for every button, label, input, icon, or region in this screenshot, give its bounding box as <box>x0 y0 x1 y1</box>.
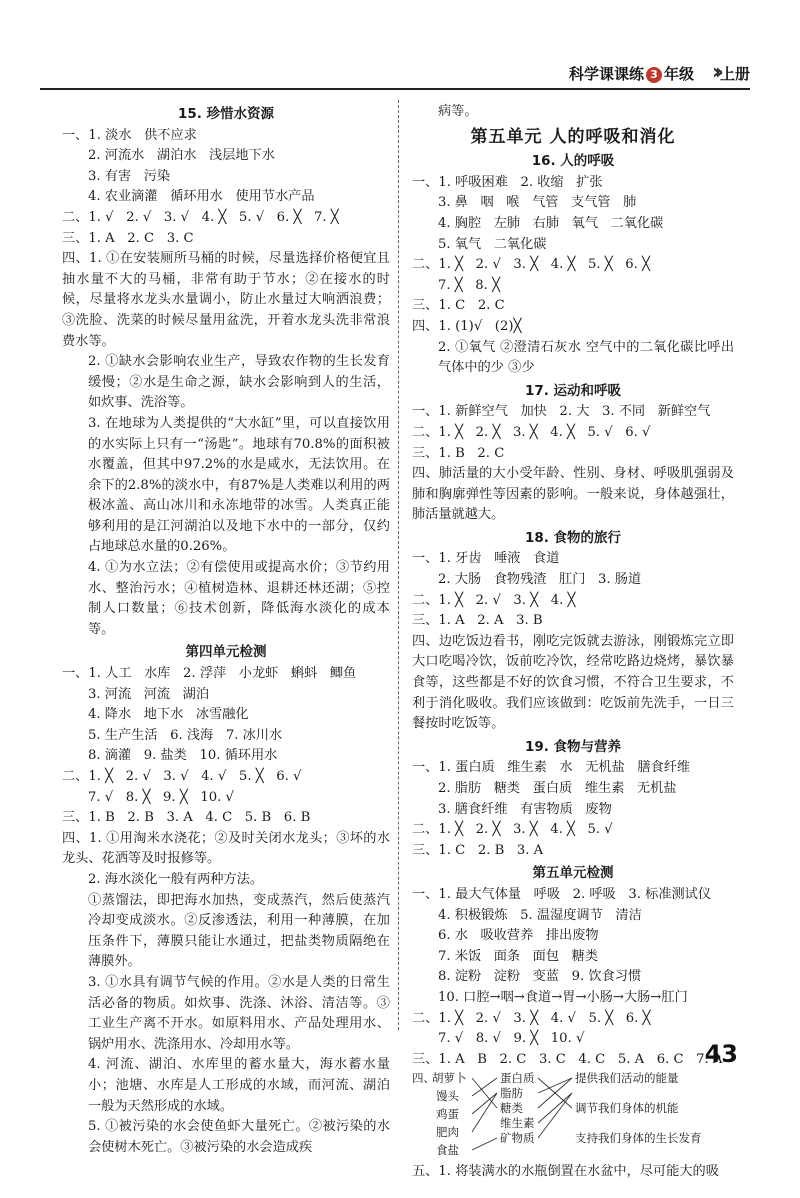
answer-paragraph: 3. ①水具有调节气候的作用。②水是人类的日常生活必备的物质。如炊事、洗涤、沐浴、清洁等。③工业生产离不开水。如原料用水、产品处理用水、锅炉用水、洗涤用水、冷却用水等。 <box>88 974 390 1052</box>
answer-paragraph: 四、边吃饭边看书，刚吃完饭就去游泳，刚锻炼完立即大口吃喝冷饮，饭前吃冷饮，经常吃路边烧烤，暴饮暴食等，这些都是不好的饮食习惯，不符合卫生要求，不利于消化吸收。我们应该做到：吃饭前先洗手，一日三餐按时吃饭等。 <box>412 633 734 732</box>
answer-line: 四、1. (1)√ (2)╳ <box>412 318 522 334</box>
answer-line: 一、1. 牙齿 唾液 食道 <box>412 551 560 567</box>
nutrient-item: 蛋白质 <box>500 1071 535 1086</box>
answer-line: 三、1. B 2. C <box>412 445 505 461</box>
answer-line: 三、1. A 2. C 3. C <box>62 230 194 246</box>
answer-line: 一、1. 新鲜空气 加快 2. 大 3. 不同 新鲜空气 <box>412 404 711 420</box>
answer-line: 5. 氧气 二氧化碳 <box>438 236 547 252</box>
answer-paragraph: 四、1. ①在安装厕所马桶的时候，尽量选择价格便宜且抽水量不大的马桶，非常有助于节水；②在接水的时候，尽量将水龙头水量调小，防止水量过大响洒浪费；③洗脸、洗菜的时候尽量用盆洗，开着水龙头洗非常浪费水等。 <box>62 251 390 349</box>
match-line <box>472 1138 497 1150</box>
answer-paragraph: 4. ①为水立法；②有偿使用或提高水价；③节约用水、整治污水；④植树造林、退耕还林还湖；⑤控制人口数量；⑥技术创新，降低海水淡化的成本等。 <box>88 560 390 637</box>
food-item: 肥肉 <box>436 1125 459 1140</box>
nutrient-item: 脂肪 <box>500 1086 523 1101</box>
nutrient-item: 维生素 <box>500 1116 535 1131</box>
book-title: 科学课课练 3 年级 <box>568 65 694 83</box>
answer-line: 6. 水 吸收营养 排出废物 <box>438 928 599 944</box>
answer-line: 3. 鼻 咽 喉 气管 支气管 肺 <box>438 195 637 211</box>
answer-line: 4. 降水 地下水 冰雪融化 <box>88 707 249 723</box>
match-line <box>538 1093 572 1123</box>
answer-line: 一、1. 呼吸困难 2. 收缩 扩张 <box>412 174 603 190</box>
match-line <box>472 1093 497 1132</box>
function-item: 调节我们身体的机能 <box>575 1101 679 1116</box>
answer-paragraph: ①蒸馏法，即把海水加热，变成蒸汽，然后使蒸汽冷却变成淡水。②反渗透法，利用一种薄膜，在加压条件下，薄膜只能让水通过，把盐类物质隔绝在薄膜外。 <box>88 892 390 970</box>
answer-line: 二、1. ╳ 2. ╳ 3. ╳ 4. ╳ 5. √ <box>412 822 613 838</box>
answer-line: 7. √ 8. √ 9. ╳ 10. √ <box>438 1031 585 1047</box>
answer-line: 10. 口腔→咽→食道→胃→小肠→大肠→肛门 <box>438 989 688 1005</box>
answer-line: 二、1. ╳ 2. √ 3. ╳ 4. √ 5. ╳ 6. ╳ <box>412 1010 651 1026</box>
food-item: 食盐 <box>436 1143 459 1158</box>
answer-line: 一、1. 最大气体量 呼吸 2. 呼吸 3. 标准测试仪 <box>412 886 712 902</box>
answer-line: 4. 胸腔 左肺 右肺 氧气 二氧化碳 <box>438 215 664 231</box>
food-item: 鸡蛋 <box>436 1107 459 1122</box>
answer-paragraph: 5. ①被污染的水会使鱼虾大量死亡。②被污染的水会使树木死亡。③被污染的水会造成疾 <box>88 1119 390 1155</box>
section-title-unit4-test: 第四单元检测 <box>185 644 267 661</box>
food-item: 馒头 <box>436 1089 459 1104</box>
answer-line: 3. 有害 污染 <box>88 168 171 184</box>
match-line <box>538 1078 572 1093</box>
unit5-title: 第五单元 人的呼吸和消化 <box>470 126 676 147</box>
page-header <box>40 60 750 92</box>
answer-line: 三、1. C 2. C <box>412 298 505 314</box>
section-title-unit5-test: 第五单元检测 <box>532 865 614 882</box>
answer-line: 7. √ 8. ╳ 9. ╳ 10. √ <box>88 789 234 805</box>
answer-line: 2. 河流水 湖泊水 浅层地下水 <box>88 148 275 164</box>
grade-badge: 3 <box>646 67 662 83</box>
answer-paragraph: 五、1. 将装满水的水瓶倒置在水盆中，尽可能大的吸 <box>412 1164 719 1180</box>
answer-line: 8. 滴灌 9. 盐类 10. 循环用水 <box>88 748 278 764</box>
answer-paragraph: 4. 河流、湖泊、水库里的蓄水量大，海水蓄水量小；池塘、水库是人工形成的水域，而河流、湖泊一般为天然形成的水域。 <box>88 1057 390 1114</box>
answer-line: 2. 大肠 食物残渣 肛门 3. 肠道 <box>438 572 642 588</box>
answer-line: 7. 米饭 面条 面包 糖类 <box>438 948 599 964</box>
match-line <box>538 1093 572 1138</box>
answer-line: 三、1. A B 2. C 3. C 4. C 5. A 6. C 7. A <box>412 1051 723 1067</box>
answer-line: 4. 农业滴灌 循环用水 使用节水产品 <box>88 189 315 205</box>
answer-line: 8. 淀粉 淀粉 变蓝 9. 饮食习惯 <box>438 969 642 985</box>
function-item: 支持我们身体的生长发育 <box>575 1131 702 1146</box>
answer-line: 二、1. ╳ 2. ╳ 3. ╳ 4. ╳ 5. √ 6. √ <box>412 424 651 440</box>
section-title-15: 15. 珍惜水资源 <box>177 106 275 122</box>
answer-line: 一、1. 蛋白质 维生素 水 无机盐 膳食纤维 <box>412 760 691 776</box>
answer-line: 三、1. A 2. A 3. B <box>412 613 543 629</box>
answer-paragraph: 3. 在地球为人类提供的“大水缸”里，可以直接饮用的水实际上只有一“汤匙”。地球有70.8%的面积被水覆盖，但其中97.2%的水是咸水，无法饮用。在余下的2.8%的淡水中，有87%是人类难以利用的两极冰盖、高山冰川和永冻地带的冰雪。人类真正能够利用的是江河湖泊以及地下水中的一部分，仅约占地球总水量的0.26%。 <box>88 415 390 555</box>
matching-diagram <box>412 1070 734 1198</box>
answer-line: 三、1. C 2. B 3. A <box>412 842 544 858</box>
answer-line: 4. 积极锻炼 5. 温湿度调节 清洁 <box>438 907 642 923</box>
answer-paragraph: 四、肺活量的大小受年龄、性别、身材、呼吸肌强弱及肺和胸廓弹性等因素的影响。一般来说，身体越强壮，肺活量就越大。 <box>412 466 734 523</box>
function-item: 提供我们活动的能量 <box>575 1071 679 1086</box>
answer-line: 7. ╳ 8. ╳ <box>438 277 501 293</box>
left-column <box>62 102 390 1158</box>
nutrient-item: 糖类 <box>500 1101 523 1116</box>
answer-line: 三、1. B 2. B 3. A 4. C 5. B 6. B <box>62 810 311 826</box>
answer-paragraph: 2. 海水淡化一般有两种方法。 <box>88 871 264 887</box>
answer-paragraph: 2. ①缺水会影响农业生产，导致农作物的生长发育缓慢；②水是生命之源，缺水会影响到人的生活，如炊事、洗浴等。 <box>88 354 390 411</box>
volume-label: 上册 <box>719 65 750 83</box>
answer-paragraph: 2. ①氧气 ②澄清石灰水 空气中的二氧化碳比呼出气体中的少 ③少 <box>438 339 734 376</box>
answer-line: 3. 膳食纤维 有害物质 废物 <box>438 801 612 817</box>
page-number: 43 <box>704 1040 738 1068</box>
answer-line: 二、1. ╳ 2. √ 3. ╳ 4. ╳ 5. ╳ 6. ╳ <box>412 257 650 273</box>
answer-line: 一、1. 淡水 供不应求 <box>62 127 197 143</box>
section-title-17: 17. 运动和呼吸 <box>524 382 622 399</box>
section-title-19: 19. 食物与营养 <box>524 738 622 755</box>
section-title-16: 16. 人的呼吸 <box>531 153 615 170</box>
food-item: 胡萝卜 <box>432 1071 467 1086</box>
continued-text: 病等。 <box>438 104 478 119</box>
answer-line: 2. 脂肪 糖类 蛋白质 维生素 无机盐 <box>438 781 677 796</box>
section-title-18: 18. 食物的旅行 <box>524 529 622 546</box>
header-rule <box>40 88 750 90</box>
right-column <box>412 102 734 1183</box>
nutrient-item: 矿物质 <box>500 1131 535 1146</box>
answer-line: 一、1. 人工 水库 2. 浮萍 小龙虾 蝌蚪 鲫鱼 <box>62 666 357 682</box>
answer-line: 3. 河流 河流 湖泊 <box>88 686 210 702</box>
answer-line: 5. 生产生活 6. 浅海 7. 冰川水 <box>88 727 283 743</box>
answer-line: 二、1. ╳ 2. √ 3. √ 4. √ 5. ╳ 6. √ <box>62 769 302 784</box>
column-divider <box>398 100 399 1030</box>
answer-line: 二、1. √ 2. √ 3. √ 4. ╳ 5. √ 6. ╳ 7. ╳ <box>62 209 339 225</box>
answer-line: 二、1. ╳ 2. √ 3. ╳ 4. ╳ <box>412 592 576 608</box>
match-prefix: 四、 <box>412 1071 435 1086</box>
double-chevron-icon: ›› <box>711 60 718 85</box>
answer-paragraph: 四、1. ①用淘米水浇花；②及时关闭水龙头；③坏的水龙头、花洒等及时报修等。 <box>62 830 390 867</box>
